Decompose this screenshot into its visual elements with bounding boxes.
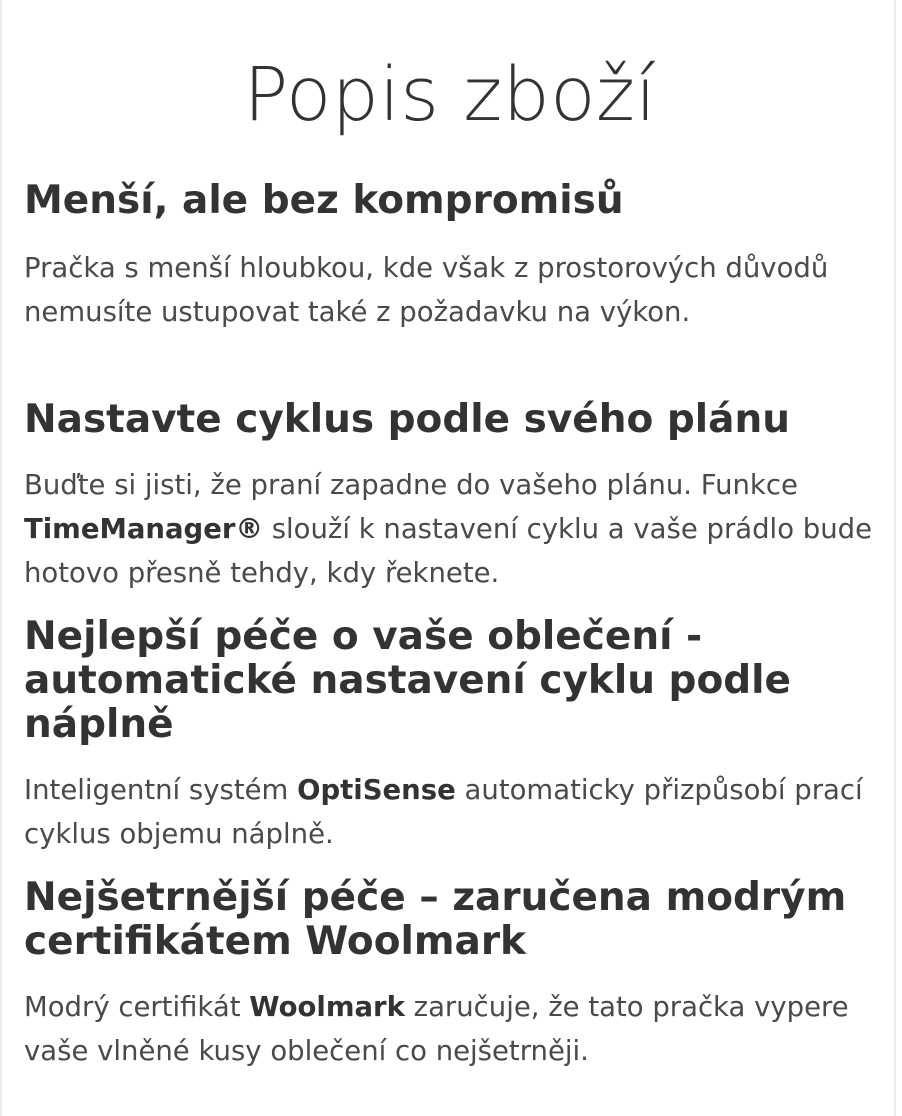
feature-name-optisense: OptiSense — [297, 774, 456, 806]
section-heading-compact: Menší, ale bez kompromisů — [24, 178, 624, 223]
page-title: Popis zboží — [243, 52, 657, 138]
text-segment: automaticky přizpůsobí prací cyklus objemu náplně. — [24, 774, 863, 850]
text-segment: Modrý certifikát — [24, 991, 250, 1023]
section-text-compact: Pračka s menší hloubkou, kde však z prostorových důvodů nemusíte ustupovat také z požadavku na výkon. — [24, 252, 829, 328]
text-segment: zaručuje, že tato pračka vypere vaše vlněné kusy oblečení co nejšetrněji. — [24, 991, 849, 1067]
section-text-timemanager — [24, 463, 876, 595]
feature-name-woolmark: Woolmark — [249, 991, 405, 1023]
section-heading-woolmark: Nejšetrnější péče – zaručena modrým certifikátem Woolmark — [24, 875, 847, 964]
section-heading-optisense: Nejlepší péče o vaše oblečení - automatické nastavení cyklu podle náplně — [24, 614, 791, 747]
section-text-woolmark — [24, 985, 876, 1073]
text-segment: slouží k nastavení cyklu a vaše prádlo bude hotovo přesně tehdy, kdy řeknete. — [24, 513, 873, 589]
feature-name-timemanager: TimeManager® — [24, 513, 263, 545]
section-text-optisense — [24, 768, 876, 856]
text-segment: Inteligentní systém — [24, 774, 298, 806]
text-segment: Buďte si jisti, že praní zapadne do vašeho plánu. Funkce — [24, 469, 798, 501]
section-heading-timemanager: Nastavte cyklus podle svého plánu — [24, 397, 791, 442]
product-description — [24, 0, 876, 1067]
